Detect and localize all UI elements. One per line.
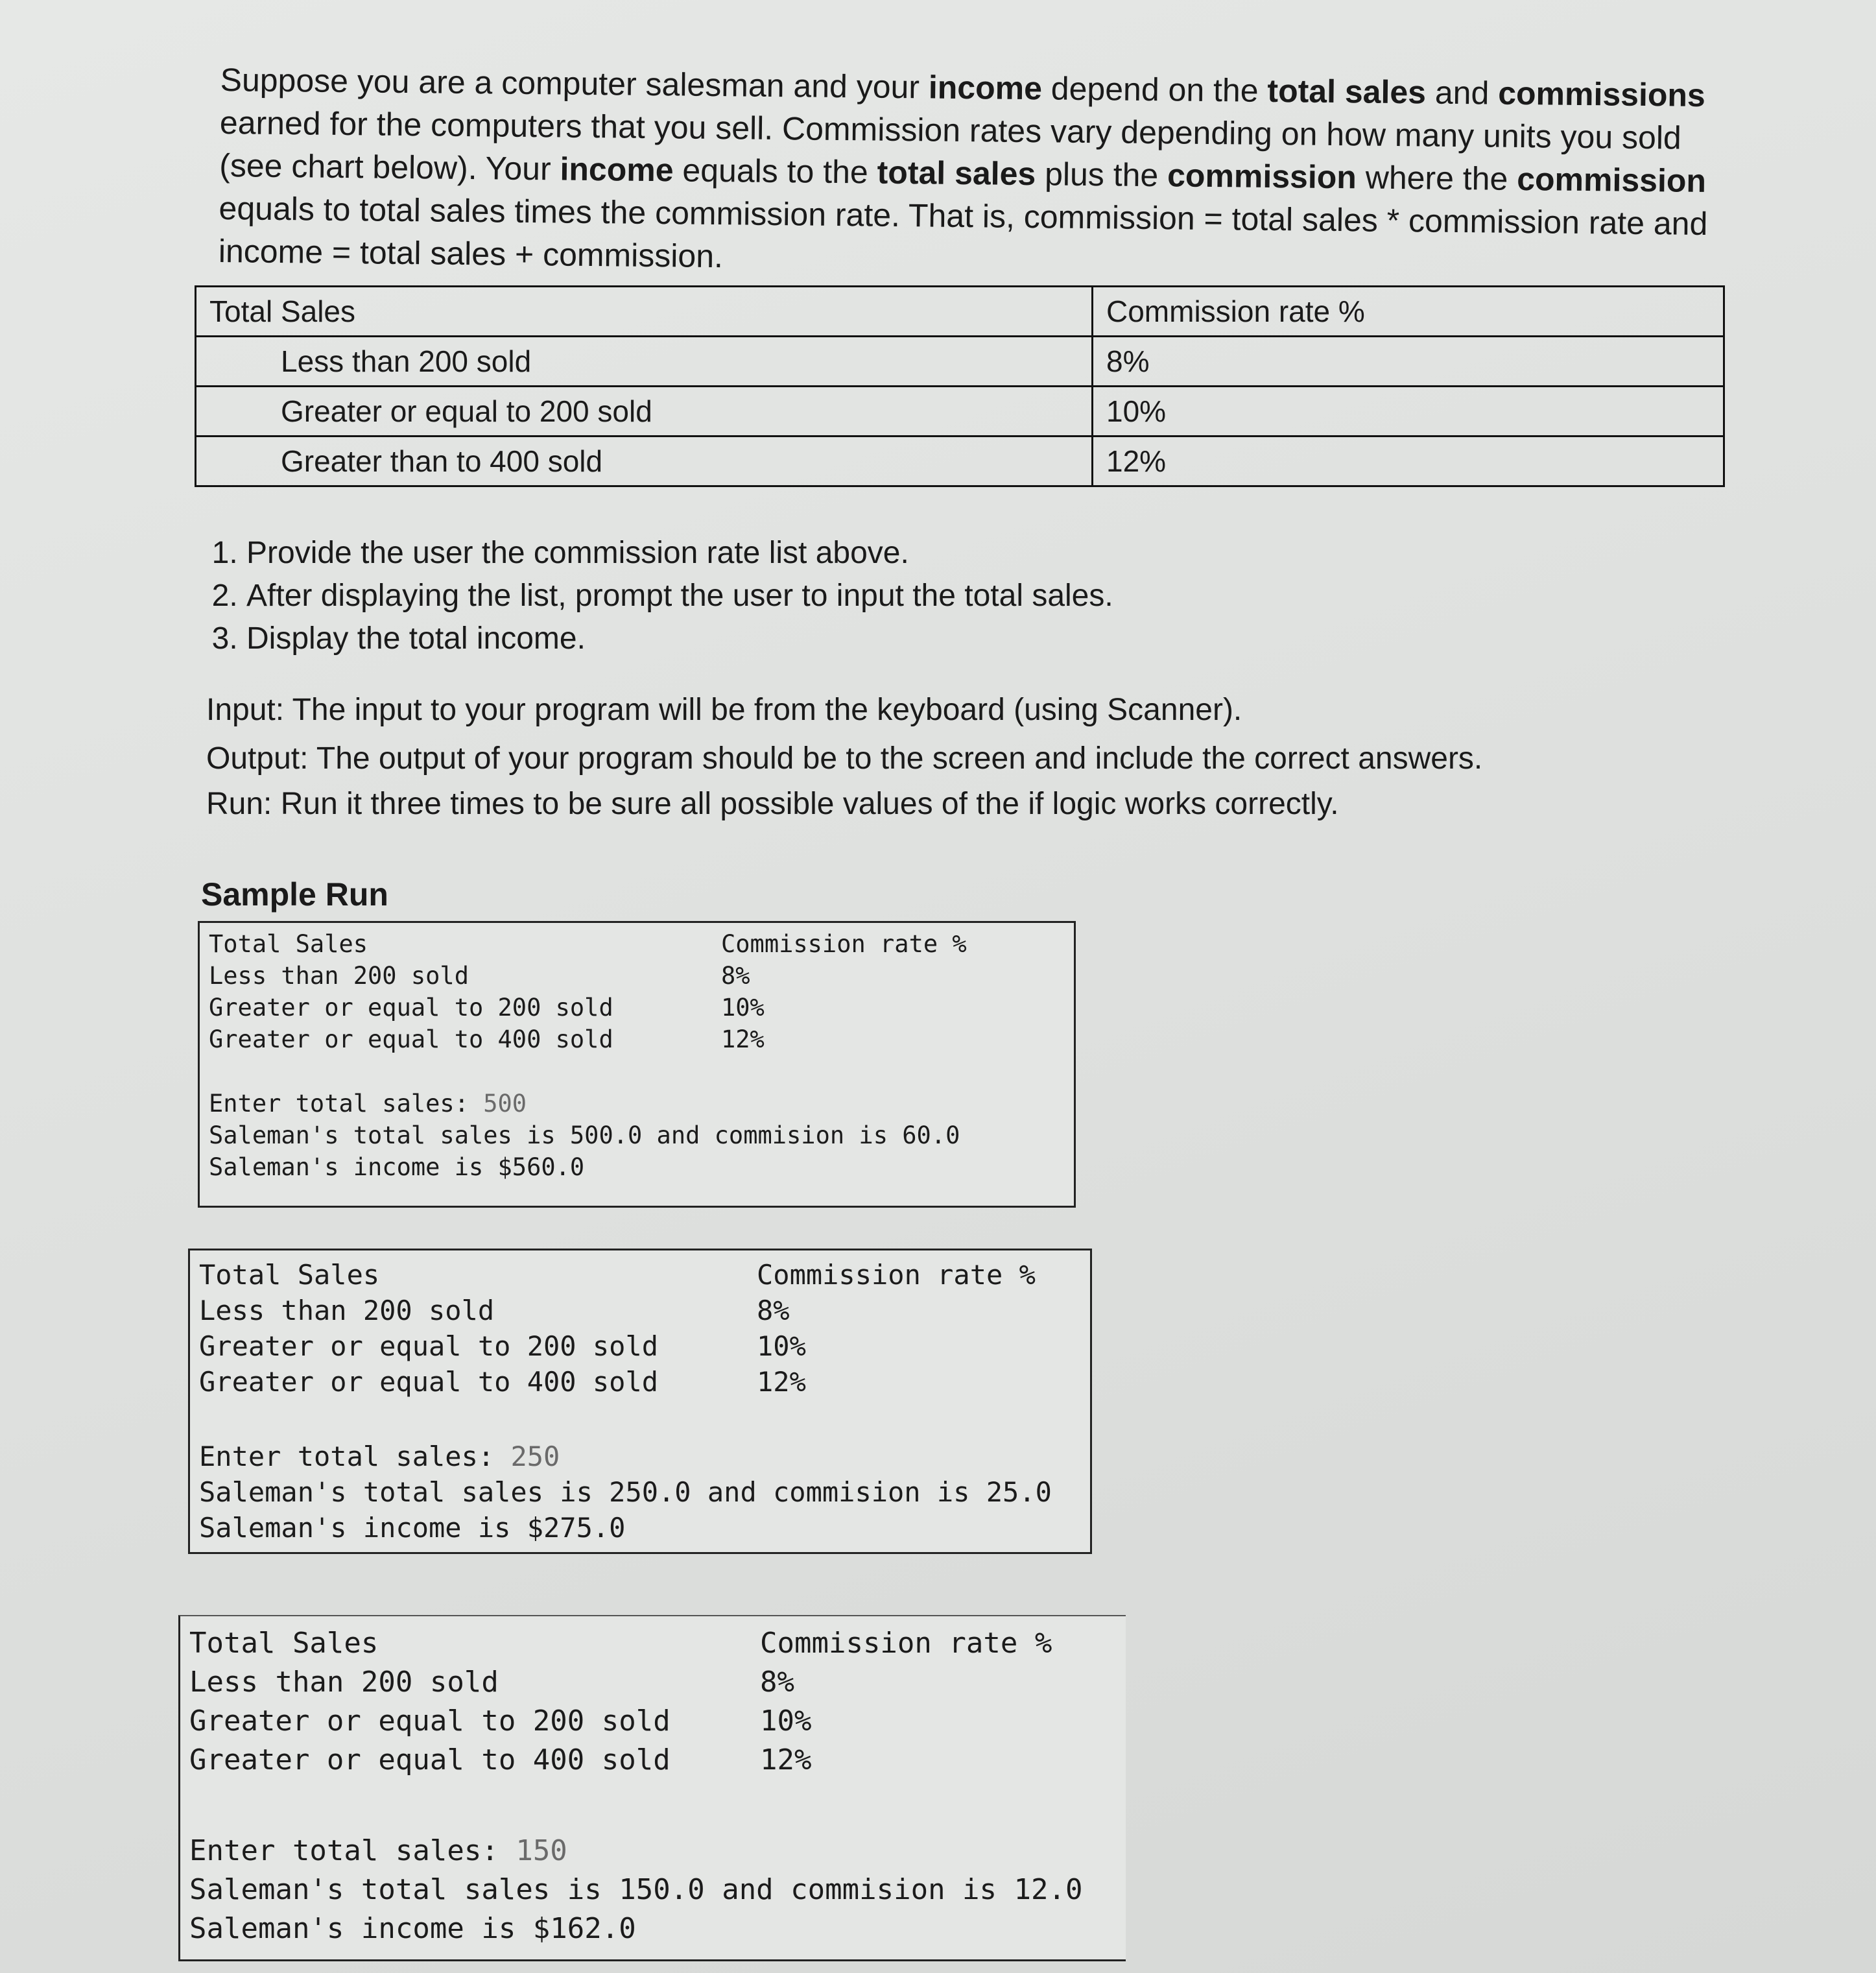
run-rate-row xyxy=(199,1328,1081,1364)
intro-bold-total-sales: total sales xyxy=(1267,72,1427,111)
intro-bold-commission-2: commission xyxy=(1516,160,1707,199)
run-header-left: Total Sales xyxy=(209,930,368,958)
rate-row-label: Less than 200 sold xyxy=(196,337,1093,387)
run-rate-label: Greater or equal to 200 sold xyxy=(209,994,613,1022)
run-rate-row xyxy=(209,960,1065,992)
run-prompt-line xyxy=(199,1439,1081,1474)
run-header-left: Total Sales xyxy=(199,1259,380,1291)
run-header-right: Commission rate % xyxy=(757,1259,1036,1291)
run-rate-row xyxy=(189,1663,1117,1702)
run-header-right: Commission rate % xyxy=(760,1627,1052,1660)
rate-table-header-row xyxy=(196,287,1724,337)
intro-text-1: Suppose you are a computer salesman and your xyxy=(220,61,929,106)
commission-rate-table xyxy=(195,285,1725,487)
run-rate-value: 12% xyxy=(760,1743,812,1776)
run-prompt-line xyxy=(209,1088,1065,1119)
rate-header-total-sales: Total Sales xyxy=(196,287,1093,337)
run-rate-value: 10% xyxy=(760,1704,812,1738)
run-input-value: 150 xyxy=(516,1834,567,1867)
run-rate-row xyxy=(209,1023,1065,1055)
instruction-steps xyxy=(208,532,1113,660)
run-rate-label: Less than 200 sold xyxy=(209,962,469,990)
rate-row-label: Greater than to 400 sold xyxy=(196,436,1093,486)
run-prompt: Enter total sales: xyxy=(199,1441,511,1472)
run-rate-value: 8% xyxy=(721,962,750,990)
intro-bold-income: income xyxy=(928,69,1043,107)
intro-text-3: and xyxy=(1425,74,1499,112)
run-rate-label: Greater or equal to 400 sold xyxy=(199,1366,659,1398)
run-rate-row xyxy=(199,1364,1081,1400)
run-result-line: Saleman's total sales is 500.0 and commision is 60.0 xyxy=(209,1121,960,1149)
run-rate-label: Greater or equal to 400 sold xyxy=(209,1025,613,1053)
rate-row-label: Greater or equal to 200 sold xyxy=(196,387,1093,436)
rate-row-value: 12% xyxy=(1093,436,1724,486)
run-rate-row xyxy=(189,1702,1117,1741)
run-rate-row xyxy=(199,1293,1081,1328)
intro-bold-commission: commission xyxy=(1167,157,1357,196)
run-result-line: Saleman's total sales is 250.0 and commision is 25.0 xyxy=(199,1476,1052,1508)
rate-table-row xyxy=(196,436,1724,486)
run-header-right: Commission rate % xyxy=(721,930,967,958)
run-description: Run: Run it three times to be sure all possible values of the if logic works correctly. xyxy=(206,787,1339,821)
sample-run-2 xyxy=(188,1249,1092,1554)
sample-run-1 xyxy=(198,921,1076,1208)
intro-bold-commissions: commissions xyxy=(1497,75,1706,114)
run-prompt-line xyxy=(189,1832,1117,1871)
sample-run-title: Sample Run xyxy=(201,876,388,913)
intro-text-2: depend on the xyxy=(1041,70,1268,109)
run-rate-value: 12% xyxy=(757,1366,806,1398)
run-rate-value: 10% xyxy=(721,994,765,1022)
run-prompt: Enter total sales: xyxy=(189,1834,516,1867)
run-rate-label: Less than 200 sold xyxy=(199,1295,495,1326)
rate-header-commission: Commission rate % xyxy=(1093,287,1724,337)
run-header-row xyxy=(189,1624,1117,1663)
intro-text-8: equals to total sales times the commission rate. That is, commission = total sales * commission rate and income = total sales + commission. xyxy=(218,189,1708,275)
run-header-row xyxy=(199,1257,1081,1293)
run-income-line: Saleman's income is $560.0 xyxy=(209,1153,585,1181)
rate-table-row xyxy=(196,387,1724,436)
step-item: 1. Provide the user the commission rate list above. xyxy=(246,532,1113,575)
rate-table-row xyxy=(196,337,1724,387)
intro-text-4: earned for the computers that you sell. Commission rates vary depending on how many units you sold (see chart below). Your xyxy=(219,104,1682,187)
rate-row-value: 10% xyxy=(1093,387,1724,436)
output-description: Output: The output of your program should be to the screen and include the correct answers. xyxy=(206,741,1483,776)
run-header-left: Total Sales xyxy=(189,1627,379,1660)
run-result-line: Saleman's total sales is 150.0 and commision is 12.0 xyxy=(189,1873,1083,1906)
intro-paragraph xyxy=(219,58,1712,288)
sample-run-3 xyxy=(178,1615,1126,1961)
run-rate-value: 8% xyxy=(757,1295,790,1326)
run-rate-label: Greater or equal to 200 sold xyxy=(189,1704,671,1738)
intro-bold-total-sales-2: total sales xyxy=(877,154,1036,193)
intro-text-6: plus the xyxy=(1035,156,1168,194)
run-input-value: 500 xyxy=(483,1090,527,1118)
run-header-row xyxy=(209,928,1065,960)
intro-text-5: equals to the xyxy=(673,152,877,191)
input-description: Input: The input to your program will be from the keyboard (using Scanner). xyxy=(206,693,1242,727)
run-rate-label: Greater or equal to 200 sold xyxy=(199,1330,659,1362)
run-income-line: Saleman's income is $162.0 xyxy=(189,1912,636,1945)
run-rate-row xyxy=(209,992,1065,1023)
run-rate-value: 12% xyxy=(721,1025,765,1053)
run-rate-value: 10% xyxy=(757,1330,806,1362)
run-prompt: Enter total sales: xyxy=(209,1090,484,1118)
step-item: 3. Display the total income. xyxy=(246,617,1113,660)
run-rate-row xyxy=(189,1741,1117,1780)
run-rate-label: Greater or equal to 400 sold xyxy=(189,1743,671,1776)
intro-bold-income-2: income xyxy=(560,150,674,189)
run-income-line: Saleman's income is $275.0 xyxy=(199,1512,626,1544)
run-rate-value: 8% xyxy=(760,1666,794,1699)
run-rate-label: Less than 200 sold xyxy=(189,1666,499,1699)
run-input-value: 250 xyxy=(510,1441,560,1472)
rate-row-value: 8% xyxy=(1093,337,1724,387)
step-item: 2. After displaying the list, prompt the user to input the total sales. xyxy=(246,575,1113,617)
intro-text-7: where the xyxy=(1356,159,1517,197)
